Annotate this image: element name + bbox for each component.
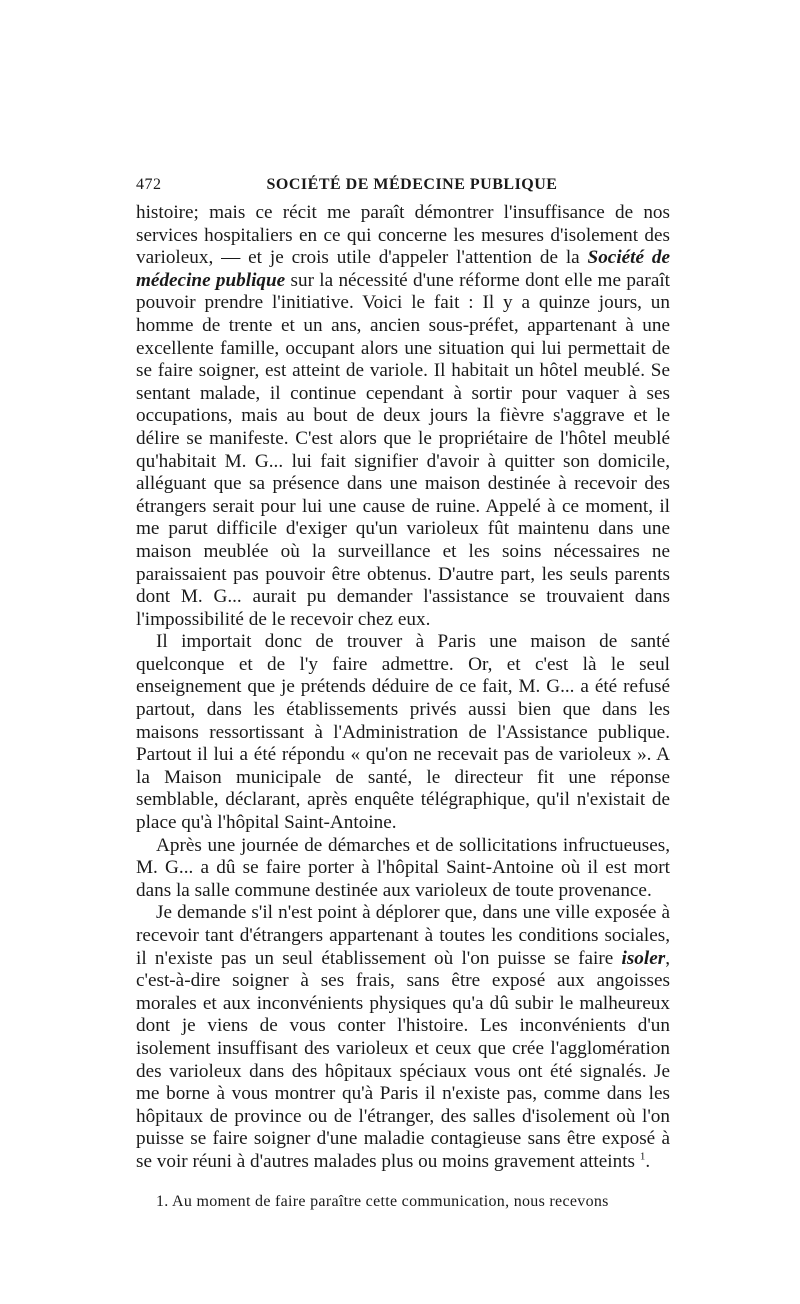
paragraph-1-text-b: sur la nécessité d'une réforme dont elle me paraît pouvoir prendre l'initiative. Voici le fait : Il y a quinze jours, un homme de trente et un ans, ancien sous-préfet, appartenant à une excellente famille, occupant alors une situation qui lui permettait de se faire soigner, est atteint de variole. Il habitait un hôtel meublé. Se sentant malade, il continue cependant à sortir pour vaquer à ses occupations, mais au bout de deux jours la fièvre s'aggrave et le délire se manifeste. C'est alors que le propriétaire de l'hôtel meublé qu'habitait M. G... lui fait signifier d'avoir à quitter son domicile, alléguant que sa présence dans une maison destinée à recevoir des étrangers serait pour lui une cause de ruine. Appelé à ce moment, il me parut difficile d'exiger qu'un varioleux fût maintenu dans une maison meublée où la surveillance et les soins nécessaires ne paraissaient pas pouvoir être obtenus. D'autre part, les seuls parents dont M. G... aurait pu demander l'assistance se trouvaient dans l'impossibilité de le recevoir chez eux.: [136, 269, 670, 630]
book-page: [136, 176, 670, 1212]
footnote-text: Au moment de faire paraître cette communication, nous recevons: [172, 1192, 609, 1210]
paragraph-4-italic: isoler: [621, 947, 666, 969]
paragraph-1-text-a: histoire; mais ce récit me paraît démontrer l'insuffisance de nos services hospitaliers en ce qui concerne les mesures d'isolement des varioleux, — et je crois utile d'appeler l'attention de la: [136, 202, 670, 269]
running-header: [136, 176, 670, 202]
paragraph-4-text-c: .: [645, 1150, 651, 1172]
paragraph-4-text-a: Je demande s'il n'est point à déplorer que, dans une ville exposée à recevoir tant d'étrangers appartenant à toutes les conditions sociales, il n'existe pas un seul établissement où l'on puisse se faire: [136, 902, 670, 969]
paragraph-1-italic: Société de médecine publique: [136, 247, 670, 291]
page-number: 472: [136, 176, 162, 193]
paragraph-3: Après une journée de démarches et de sollicitations infructueuses, M. G... a dû se faire porter à l'hôpital Saint-Antoine où il est mort dans la salle commune destinée aux varioleux de toute provenance.: [136, 834, 670, 901]
running-title: SOCIÉTÉ DE MÉDECINE PUBLIQUE: [266, 176, 558, 193]
paragraph-4: [136, 902, 670, 1173]
footnote-number: 1.: [156, 1192, 169, 1210]
paragraph-1: [136, 202, 670, 631]
paragraph-2: Il importait donc de trouver à Paris une maison de santé quelconque et de l'y faire admettre. Or, et c'est là le seul enseignement que je prétends déduire de ce fait, M. G... a été refusé partout, dans les établissements privés aussi bien que dans les maisons ressortissant à l'Administration de l'Assistance publique. Partout il lui a été répondu « qu'on ne recevait pas de varioleux ». A la Maison municipale de santé, le directeur fit une réponse semblable, déclarant, après enquête télégraphique, qu'il n'existait de place qu'à l'hôpital Saint-Antoine.: [136, 631, 670, 834]
paragraph-4-text-b: , c'est-à-dire soigner à ses frais, sans être exposé aux angoisses morales et aux inconvénients physiques qu'a dû subir le malheureux dont je viens de vous conter l'histoire. Les inconvénients d'un isolement insuffisant des varioleux et ceux que crée l'agglomération des varioleux dans des hôpitaux spéciaux vous ont été signalés. Je me borne à vous montrer qu'à Paris il n'existe pas, comme dans les hôpitaux de province ou de l'étranger, des salles d'isolement où l'on puisse se faire soigner d'une maladie contagieuse sans être exposé à se voir réuni à d'autres malades plus ou moins gravement atteints: [136, 947, 670, 1172]
body-text: [136, 202, 670, 1174]
footnote-reference: 1: [639, 1150, 646, 1163]
footnote: [136, 1192, 670, 1212]
